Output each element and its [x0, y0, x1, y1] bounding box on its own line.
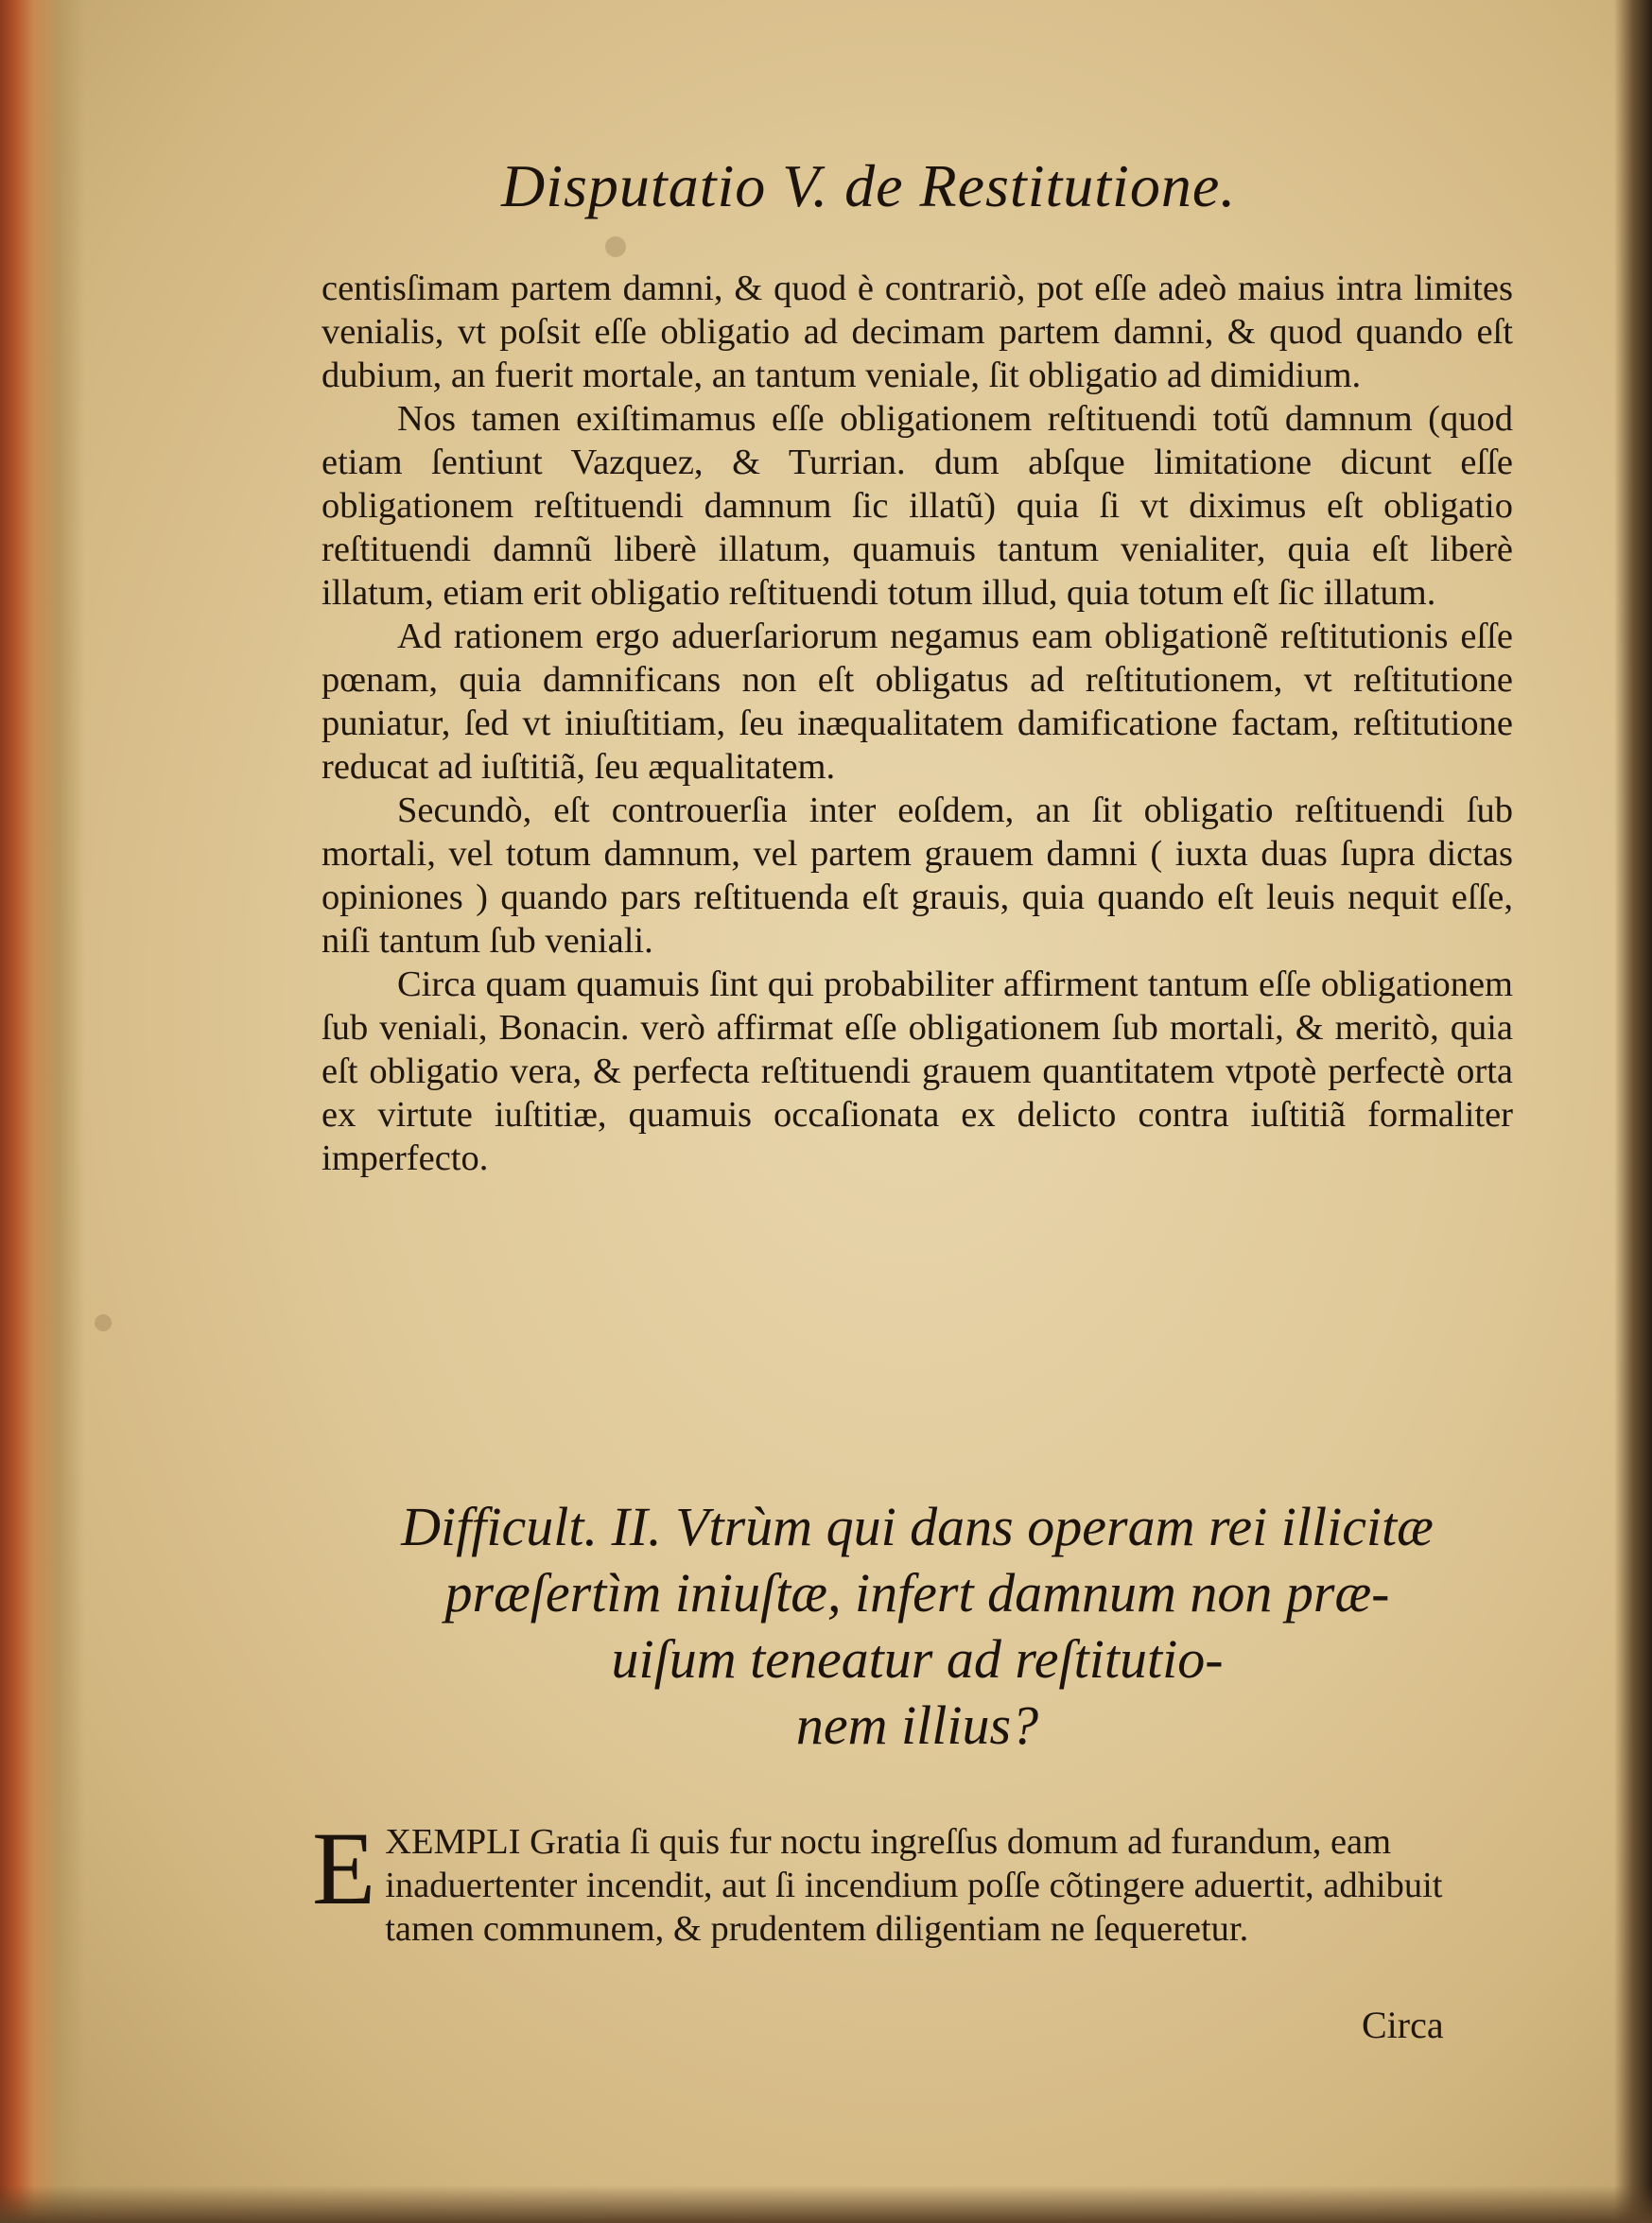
drop-cap: E: [312, 1811, 376, 1926]
example-lead: XEMPLI: [385, 1822, 521, 1862]
paragraph: Circa quam quamuis ſint qui probabiliter affirment tantum eſſe obligationem ſub veniali, Bonacin. verò affirmat eſſe obligationem ſub mortali, & meritò, quia eſt obligatio vera, & perfecta reſtituendi grauem quantitatem vtpotè perfectè orta ex virtute iuſtitiæ, quamuis occaſionata ex delicto contra iuſtitiã formaliter imperfecto.: [322, 964, 1513, 1178]
example-text: Gratia ſi quis fur noctu ingreſſus domum ad furandum, eam inaduertenter incendit, aut ſi incendium poſſe cõtingere aduertit, adhibuit tamen communem, & prudentem diligentiam ne ſequeretur.: [385, 1822, 1443, 1949]
paragraph: Secundò, eſt controuerſia inter eoſdem, an ſit obligatio reſtituendi ſub mortali, vel totum damnum, vel partem grauem damni ( iuxta duas ſupra dictas opiniones ) quando pars reſtituenda eſt grauis, quia quando eſt leuis nequit eſſe, niſi tantum ſub veniali.: [322, 790, 1513, 961]
catchword: Circa: [1362, 2004, 1444, 2046]
heading-line: Difficult. II. Vtrùm qui dans operam rei illicitæ: [401, 1496, 1434, 1557]
section-heading: [303, 1494, 1532, 1759]
heading-line: nem illius?: [795, 1694, 1039, 1756]
heading-line: præſertìm iniuſtæ, infert damnum non præ-: [444, 1562, 1390, 1624]
running-head: Disputatio V. de Restitutione.: [501, 152, 1237, 219]
body-text: [322, 267, 1513, 1180]
ink-spot: [605, 236, 626, 257]
paragraph: centisſimam partem damni, & quod è contrariò, pot eſſe adeò maius intra limites venialis, vt poſsit eſſe obligatio ad decimam partem damni, & quod quando eſt dubium, an fuerit mortale, an tantum veniale, ſit obligatio ad dimidium.: [322, 269, 1513, 395]
paragraph: Ad rationem ergo aduerſariorum negamus eam obligationẽ reſtitutionis eſſe pœnam, quia damnificans non eſt obligatus ad reſtitutionem, vt reſtitutione puniatur, ſed vt iniuſtitiam, ſeu inæqualitatem damificatione factam, reſtitutione reducat ad iuſtitiã, ſeu æqualitatem.: [322, 617, 1513, 787]
example-paragraph: [312, 1811, 1475, 1951]
page-edge-right: [1614, 0, 1652, 2223]
heading-line: uiſum teneatur ad reſtitutio-: [611, 1628, 1224, 1690]
page-edge-bottom: [0, 2185, 1652, 2223]
paragraph: Nos tamen exiſtimamus eſſe obligationem reſtituendi totũ damnum (quod etiam ſentiunt Vazquez, & Turrian. dum abſque limitatione dicunt eſſe obligationem reſtituendi damnum ſic illatũ) quia ſi vt diximus eſt obligatio reſtituendi damnũ liberè illatum, quamuis tantum venialiter, quia eſt liberè illatum, etiam erit obligatio reſtituendi totum illud, quia totum eſt ſic illatum.: [322, 399, 1513, 613]
ink-spot: [95, 1314, 112, 1331]
page-edge-left: [0, 0, 85, 2223]
